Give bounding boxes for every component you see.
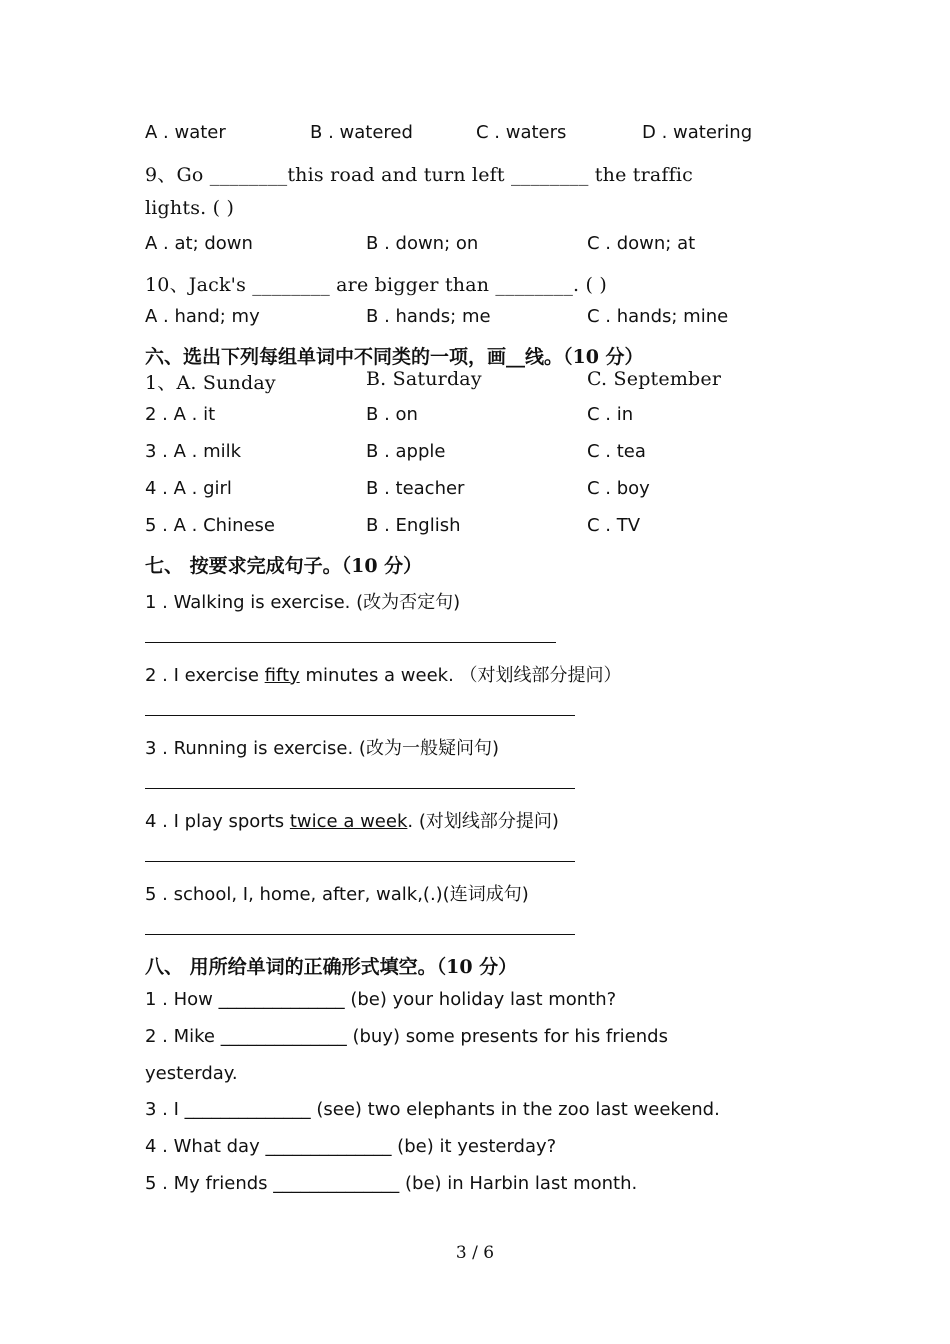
s7-q5-answer-line[interactable] (145, 934, 575, 935)
s6-r3-c: C . tea (587, 441, 646, 462)
s6-r3-b: B . apple (366, 441, 446, 462)
s6-r1-b: B. Saturday (366, 368, 482, 390)
q8-option-d: D . watering (642, 122, 753, 143)
s7-q3: 3 . Running is exercise. (改为一般疑问句) (145, 738, 499, 759)
s6-r4-c: C . boy (587, 478, 650, 499)
q10-text: 10、Jack's ________ are bigger than ________. ( ) (145, 274, 607, 296)
s7-q4-post: . (对划线部分提问) (407, 811, 559, 832)
s6-r4-b: B . teacher (366, 478, 465, 499)
s7-q4-answer-line[interactable] (145, 861, 575, 862)
section6-heading: 六、选出下列每组单词中不同类的一项，画__线。（10 分） (145, 346, 644, 368)
s7-q2-answer-line[interactable] (145, 715, 575, 716)
s6-r1-c: C. September (587, 368, 722, 390)
s6-r1-a: 1、A. Sunday (145, 372, 276, 394)
q9-option-a: A . at; down (145, 233, 253, 254)
s7-q1-answer-line[interactable] (145, 642, 556, 643)
q9-text-line2: lights. ( ) (145, 197, 235, 219)
q8-option-a: A . water (145, 122, 226, 143)
q10-option-a: A . hand; my (145, 306, 260, 327)
s6-r2-b: B . on (366, 404, 418, 425)
s6-r5-b: B . English (366, 515, 461, 536)
s8-q2-line2: yesterday. (145, 1063, 238, 1084)
s7-q3-answer-line[interactable] (145, 788, 575, 789)
s7-q2-underlined: fifty (264, 665, 300, 686)
s7-q2-pre: 2 . I exercise (145, 665, 265, 686)
s8-q4: 4 . What day ______________ (be) it yesterday? (145, 1136, 557, 1157)
section7-heading: 七、 按要求完成句子。（10 分） (145, 555, 423, 577)
s8-q5: 5 . My friends ______________ (be) in Harbin last month. (145, 1173, 638, 1194)
q9-text-line1: 9、Go ________this road and turn left ________ the traffic (145, 164, 693, 186)
s6-r3-a: 3 . A . milk (145, 441, 242, 462)
q9-option-b: B . down; on (366, 233, 479, 254)
section8-heading: 八、 用所给单词的正确形式填空。（10 分） (145, 956, 518, 978)
page-number: 3 / 6 (455, 1243, 495, 1263)
q10-option-c: C . hands; mine (587, 306, 729, 327)
s6-r4-a: 4 . A . girl (145, 478, 232, 499)
s6-r5-a: 5 . A . Chinese (145, 515, 276, 536)
q8-option-b: B . watered (310, 122, 413, 143)
s6-r2-c: C . in (587, 404, 634, 425)
q8-option-c: C . waters (476, 122, 567, 143)
s7-q4-underlined: twice a week (289, 811, 408, 832)
q10-option-b: B . hands; me (366, 306, 491, 327)
s8-q1: 1 . How ______________ (be) your holiday last month? (145, 989, 617, 1010)
s7-q2 (145, 661, 622, 687)
s7-q4-pre: 4 . I play sports (145, 811, 290, 832)
s6-r5-c: C . TV (587, 515, 641, 536)
s8-q2-line1: 2 . Mike ______________ (buy) some presents for his friends (145, 1026, 668, 1047)
s7-q4 (145, 807, 559, 833)
s7-q5: 5 . school, I, home, after, walk,(.)(连词成句) (145, 884, 529, 905)
s7-q1: 1 . Walking is exercise. (改为否定句) (145, 592, 461, 613)
s6-r2-a: 2 . A . it (145, 404, 216, 425)
q9-option-c: C . down; at (587, 233, 696, 254)
s8-q3: 3 . I ______________ (see) two elephants in the zoo last weekend. (145, 1099, 720, 1120)
s7-q2-post: minutes a week. （对划线部分提问） (299, 665, 622, 686)
